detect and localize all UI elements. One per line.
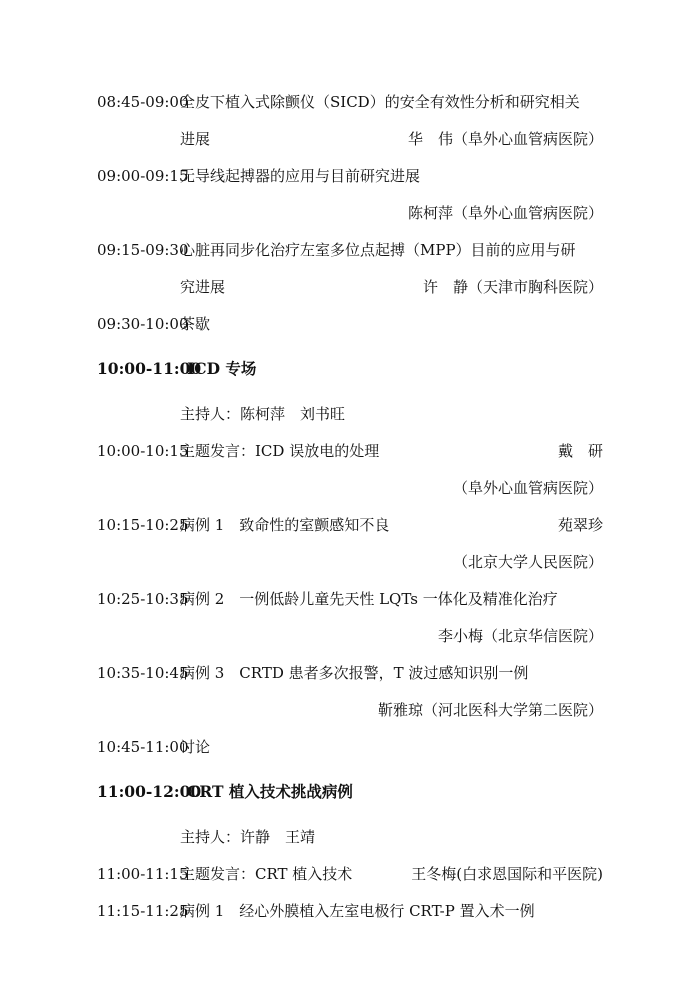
topic: 病例 3 CRTD 患者多次报警，T 波过感知识别一例	[180, 664, 529, 682]
time-slot: 09:15-09:30	[97, 241, 189, 259]
topic-continued: 进展	[180, 130, 211, 148]
time-slot: 10:35-10:45	[97, 664, 189, 682]
time-slot: 10:00-10:15	[97, 442, 189, 460]
speaker: 李小梅（北京华信医院）	[437, 627, 603, 645]
schedule-row	[0, 439, 700, 463]
speaker-org: （北京大学人民医院）	[452, 553, 603, 571]
topic-continued: 究进展	[180, 278, 226, 296]
schedule-row	[0, 90, 700, 114]
section-heading-icd	[0, 357, 700, 381]
topic: 茶歇	[180, 315, 211, 333]
schedule-row	[0, 735, 700, 759]
speaker: 陈柯萍（阜外心血管病医院）	[407, 204, 603, 222]
topic: 病例 2 一例低龄儿童先天性 LQTs 一体化及精准化治疗	[180, 590, 558, 608]
topic: 无导线起搏器的应用与目前研究进展	[180, 167, 421, 185]
section-title: ICD 专场	[187, 359, 257, 378]
topic: 心脏再同步化治疗左室多位点起搏（MPP）目前的应用与研	[180, 241, 576, 259]
schedule-row-continuation	[0, 624, 700, 648]
section-time: 11:00-12:00	[97, 782, 202, 801]
schedule-row	[0, 312, 700, 336]
hosts: 主持人：陈柯萍 刘书旺	[180, 405, 346, 423]
schedule-row	[0, 164, 700, 188]
schedule-row	[0, 587, 700, 611]
time-slot: 10:15-10:25	[97, 516, 189, 534]
schedule-row-continuation	[0, 550, 700, 574]
section-title: CRT 植入技术挑战病例	[187, 782, 353, 801]
schedule-row-continuation	[0, 201, 700, 225]
schedule-row-continuation	[0, 698, 700, 722]
schedule-row	[0, 513, 700, 537]
topic: 全皮下植入式除颤仪（SICD）的安全有效性分析和研究相关	[180, 93, 580, 111]
schedule-row-continuation	[0, 127, 700, 151]
speaker-name: 苑翠珍	[557, 516, 603, 534]
schedule-row-continuation	[0, 275, 700, 299]
time-slot: 09:00-09:15	[97, 167, 189, 185]
topic: 病例 1 致命性的室颤感知不良	[180, 516, 390, 534]
speaker: 靳雅琼（河北医科大学第二医院）	[377, 701, 603, 719]
section-heading-crt	[0, 780, 700, 804]
speaker-name: 戴 研	[557, 442, 603, 460]
topic: 病例 1 经心外膜植入左室电极行 CRT-P 置入术一例	[180, 902, 535, 920]
time-slot: 08:45-09:00	[97, 93, 189, 111]
schedule-row-continuation	[0, 476, 700, 500]
hosts: 主持人：许静 王靖	[180, 828, 316, 846]
schedule-row	[0, 862, 700, 886]
topic: 主题发言：ICD 误放电的处理	[180, 442, 380, 460]
speaker: 华 伟（阜外心血管病医院）	[407, 130, 603, 148]
time-slot: 10:25-10:35	[97, 590, 189, 608]
schedule-row	[0, 238, 700, 262]
hosts-row	[0, 402, 700, 426]
speaker: 王冬梅(白求恩国际和平医院)	[411, 865, 603, 883]
speaker-org: （阜外心血管病医院）	[452, 479, 603, 497]
schedule-row	[0, 661, 700, 685]
topic: 讨论	[180, 738, 211, 756]
hosts-row	[0, 825, 700, 849]
time-slot: 11:00-11:15	[97, 865, 189, 883]
time-slot: 10:45-11:00	[97, 738, 189, 756]
speaker: 许 静（天津市胸科医院）	[422, 278, 603, 296]
time-slot: 11:15-11:25	[97, 902, 189, 920]
schedule-row	[0, 899, 700, 923]
time-slot: 09:30-10:00	[97, 315, 189, 333]
section-time: 10:00-11:00	[97, 359, 202, 378]
topic: 主题发言：CRT 植入技术	[180, 865, 353, 883]
